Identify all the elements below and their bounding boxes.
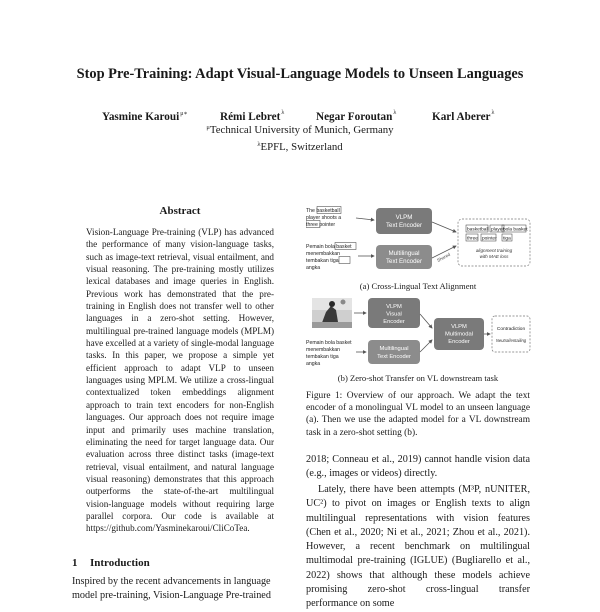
author-marks: μ∗ — [180, 111, 188, 117]
output-token: bola basket — [503, 227, 528, 233]
affiliation-text: Technical University of Munich, Germany — [209, 124, 394, 136]
vlpm-visual-encoder-label: Encoder — [383, 319, 405, 325]
affiliation-text: EPFL, Switzerland — [260, 141, 343, 153]
multilingual-text-encoder-box — [376, 245, 432, 269]
intro-line: model pre-training, Vision-Language Pre-trained — [72, 590, 271, 602]
output-label: Contradiction — [496, 327, 526, 332]
id-sentence-line: angka — [306, 361, 321, 367]
section-heading — [72, 557, 150, 569]
author-marks: λ — [281, 110, 285, 116]
author-name: Yasmine Karoui — [102, 111, 180, 123]
multilingual-text-encoder-label: Text Encoder — [377, 354, 411, 360]
figure-1b-caption: (b) Zero-shot Transfer on VL downstream task — [337, 373, 499, 383]
alignment-note: with MAE loss — [479, 254, 509, 259]
multilingual-text-encoder-label: Text Encoder — [385, 258, 423, 265]
right-body-para-1 — [306, 453, 530, 482]
author-marks: λ — [393, 110, 397, 116]
id-sentence-line: tembakan tiga — [306, 258, 339, 264]
output-label: Neutral/entailing — [495, 338, 527, 343]
id-sentence-line: tembakan tiga — [306, 354, 339, 360]
abstract-text: Vision-Language Pre-training (VLP) has advanced the performance of many vision-language tasks, such as image-text retrieval, visual entailment, and visual reasoning. The pre-training mostly utilizes lexical databases and image queries in English. Previous work has demonstrated that the pre-training in English does not transfer well to other languages in a zero-shot setting. However, multilingual pre-trained language models (MPLM) have excelled at a variety of single-modal language tasks. In this paper, we propose a simple yet efficient approach to adapt VLP to unseen languages using MPLM. We utilize a cross-lingual contextualized token embeddings alignment approach to train text encoders for non-English languages. Our approach does not require image input and primarily uses machine translation, eliminating the need for target language data. Our evaluation across three distinct tasks (image-text retrieval, visual entailment, and natural language visual reasoning) demonstrates that this approach outperforms the state-of-the-art multilingual vision-language models without requiring large parallel corpora. Our code is available at https://github.com/Yasminekaroui/CliCoTea. — [86, 227, 274, 534]
abstract-body — [86, 226, 274, 535]
affiliation-mark: μ — [206, 124, 210, 131]
author-name: Rémi Lebret — [220, 111, 281, 123]
en-sentence-line: The basketball — [306, 208, 340, 214]
abstract-heading: Abstract — [159, 205, 201, 217]
output-token: pointer — [482, 236, 497, 242]
id-sentence-line: Pemain bola basket — [306, 244, 352, 250]
author-2 — [220, 111, 284, 123]
author-1 — [102, 111, 187, 123]
affiliation-1 — [0, 124, 600, 136]
basketball-photo — [312, 298, 352, 328]
vlpm-multimodal-encoder-label: VLPM — [451, 324, 467, 330]
output-token: three — [467, 236, 478, 242]
vlpm-text-encoder-label: Text Encoder — [385, 222, 423, 229]
figure-1a-caption: (a) Cross-Lingual Text Alignment — [359, 281, 477, 291]
author-3 — [316, 111, 396, 123]
output-token: basketball — [467, 227, 489, 233]
shared-label: Shared — [436, 251, 451, 263]
author-4 — [432, 111, 494, 123]
output-token: tiga — [503, 236, 511, 242]
vlpm-text-encoder-label: VLPM — [395, 214, 413, 221]
id-sentence-line: Pemain bola basket — [306, 340, 352, 346]
en-sentence-line: three pointer — [306, 222, 336, 228]
alignment-note: alignment training — [475, 248, 513, 253]
output-token: player — [491, 227, 505, 233]
downstream-output-box — [492, 316, 530, 352]
author-name: Negar Foroutan — [316, 111, 393, 123]
intro-text — [72, 575, 278, 604]
en-sentence-line: player shoots a — [306, 215, 342, 221]
id-sentence-line: menembakkan — [306, 251, 341, 257]
section-number: 1 — [72, 557, 78, 569]
body-paragraph: 2018; Conneau et al., 2019) cannot handle vision data (e.g., images or videos) directly. — [306, 454, 530, 480]
affiliation-2 — [0, 141, 600, 153]
author-marks: λ — [491, 110, 495, 116]
multilingual-text-encoder-label: Multilingual — [379, 346, 409, 352]
vlpm-multimodal-encoder-label: Encoder — [448, 339, 470, 345]
paper-title: Stop Pre-Training: Adapt Visual-Language Models to Unseen Languages — [76, 66, 524, 82]
right-body-para-2 — [306, 483, 530, 612]
id-sentence-line: menembakkan — [306, 347, 341, 353]
intro-line: Inspired by the recent advancements in language — [72, 576, 271, 587]
multilingual-text-encoder-box — [368, 340, 420, 364]
vlpm-multimodal-encoder-label: Multimodal — [444, 331, 474, 338]
id-sentence-line: angka — [306, 265, 321, 271]
affiliation-mark: λ — [257, 141, 261, 148]
figure-1a-diagram — [306, 198, 532, 290]
body-paragraph: Lately, there have been attempts (M³P, nUNITER, UC²) to pivot on images or English texts to align multilingual representations with vision features (Chen et al., 2020; Ni et al., 2021; Zhou et al., 2021). However, a recent benchmark on multilingual multimodal pre-training (IGLUE) (Bugliarello et al., 2022) shows that although these models achieve promising zero-shot cross-lingual transfer performance on some — [306, 484, 530, 610]
vlpm-visual-encoder-label: Visual — [386, 311, 402, 318]
vlpm-text-encoder-box — [376, 208, 432, 234]
multilingual-text-encoder-label: Multilingual — [388, 250, 420, 257]
vlpm-visual-encoder-label: VLPM — [386, 304, 402, 310]
author-name: Karl Aberer — [432, 111, 491, 123]
figure-1b-diagram — [306, 296, 532, 372]
figure-1-caption: Figure 1: Overview of our approach. We adapt the text encoder of a monolingual VL model to an unseen language (a). Then we use the adapted model for a VL downstream task in a zero-shot setting (b). — [306, 391, 530, 438]
section-title: Introduction — [90, 557, 150, 569]
